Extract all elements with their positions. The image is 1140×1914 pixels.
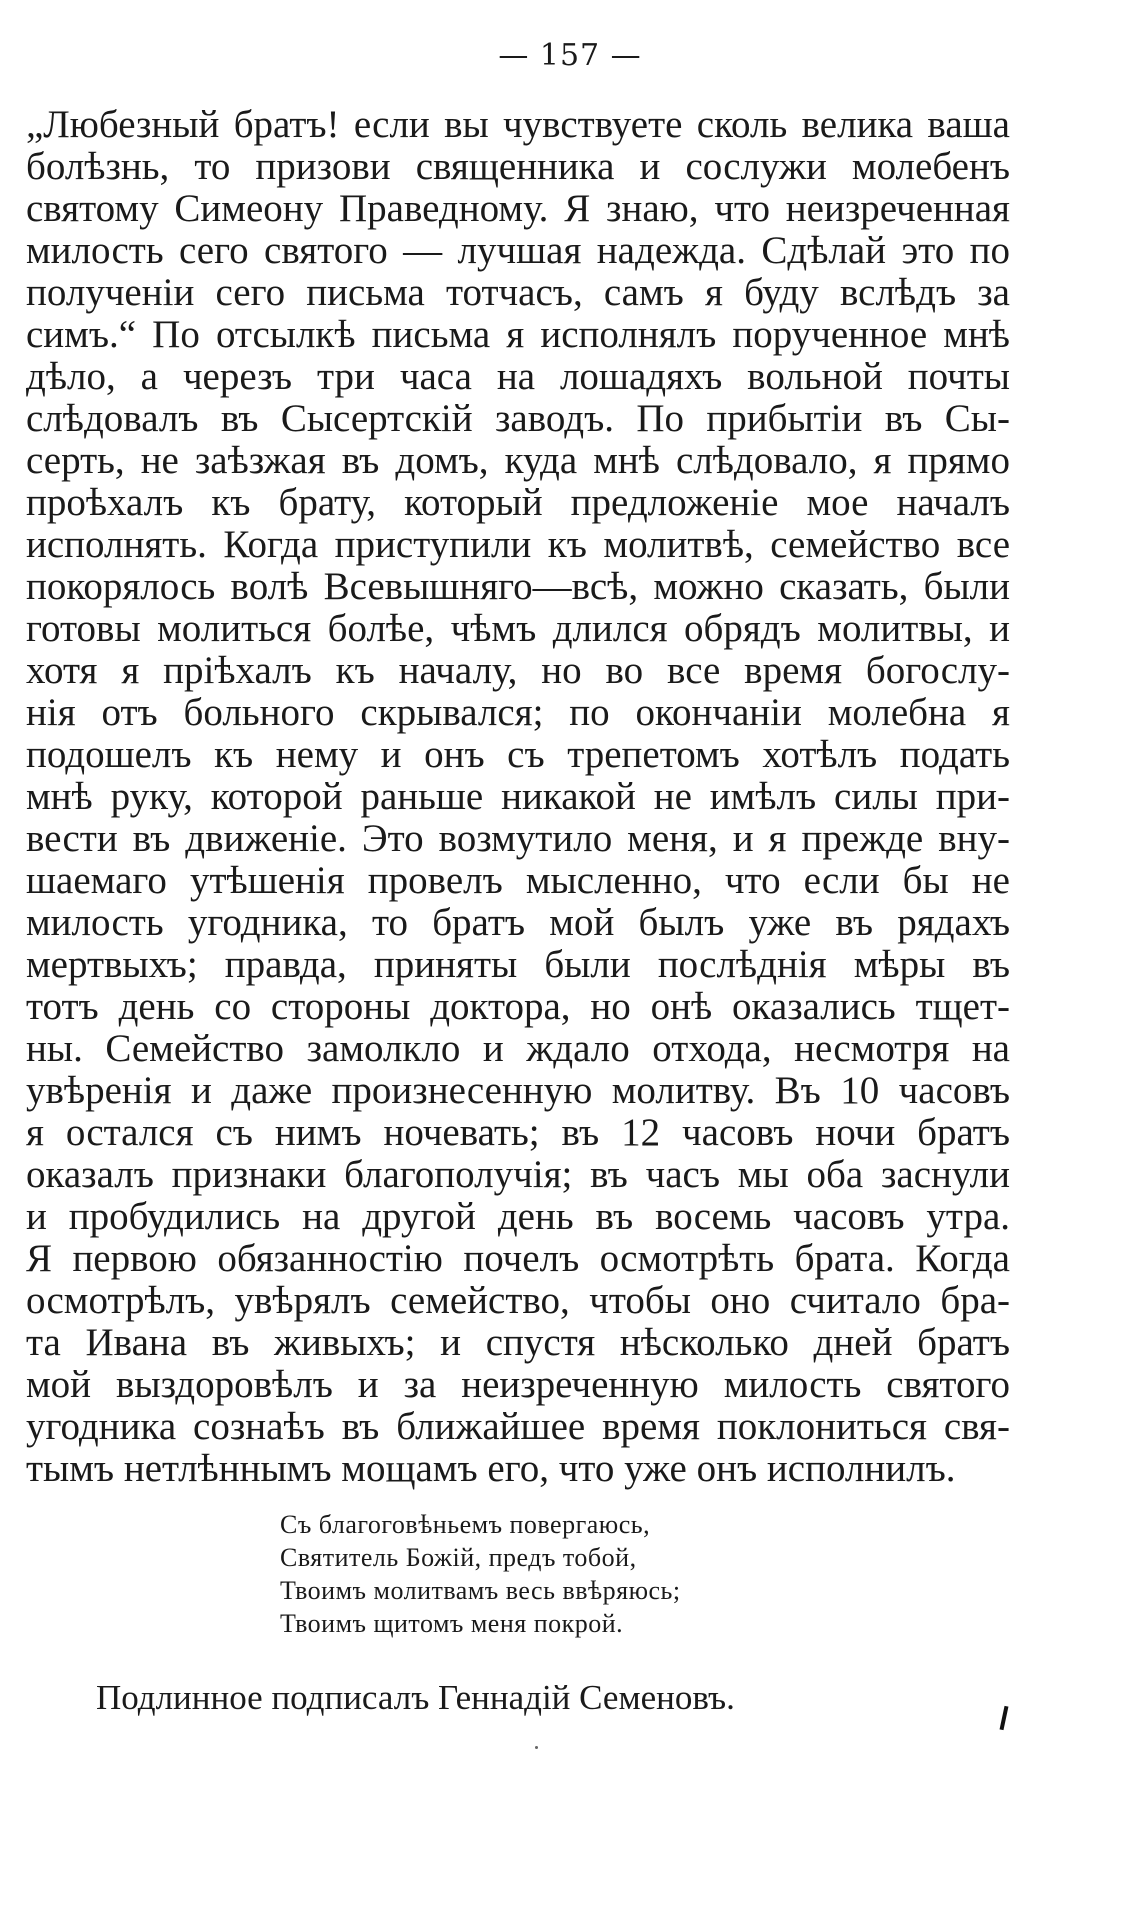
text-line: исполнять. Когда приступили къ молитвѣ, семейство все — [26, 523, 1010, 566]
text-line: готовы молиться болѣе, чѣмъ длился обрядъ молитвы, и — [26, 607, 1010, 650]
text-line: мертвыхъ; правда, приняты были послѣднія мѣры въ — [26, 943, 1010, 986]
margin-mark — [1000, 1706, 1009, 1730]
text-line: нія отъ больного скрывался; по окончаніи молебна я — [26, 691, 1010, 734]
text-line: осмотрѣлъ, увѣрялъ семейство, чтобы оно считало бра- — [26, 1279, 1010, 1322]
text-line: дѣло, а черезъ три часа на лошадяхъ вольной почты — [26, 355, 1010, 398]
text-line: симъ.“ По отсылкѣ письма я исполнялъ порученное мнѣ — [26, 313, 1010, 356]
poem-verse: Съ благоговѣньемъ повергаюсь, — [280, 1510, 651, 1539]
page-number: — 157 — — [498, 38, 642, 73]
text-line: я остался съ нимъ ночевать; въ 12 часовъ ночи братъ — [26, 1111, 1010, 1154]
text-line: та Ивана въ живыхъ; и спустя нѣсколько дней братъ — [26, 1321, 1010, 1364]
text-line: Я первою обязанностію почелъ осмотрѣть брата. Когда — [26, 1237, 1010, 1280]
text-line: вести въ движеніе. Это возмутило меня, и я прежде вну- — [26, 817, 1010, 860]
text-line: болѣзнь, то призови священника и сослужи молебенъ — [26, 145, 1010, 188]
text-line: подошелъ къ нему и онъ съ трепетомъ хотѣлъ подать — [26, 733, 1010, 776]
text-line: оказалъ признаки благополучія; въ часъ мы оба заснули — [26, 1153, 1010, 1196]
signature-line: Подлинное подписалъ Геннадій Семеновъ. — [96, 1678, 735, 1717]
poem-stanza — [280, 1508, 840, 1640]
text-line: милость сего святого — лучшая надежда. Сдѣлай это по — [26, 229, 1010, 272]
text-line: святому Симеону Праведному. Я знаю, что неизреченная — [26, 187, 1010, 230]
text-line: покорялось волѣ Всевышняго—всѣ, можно сказать, были — [26, 565, 1010, 608]
text-line: увѣренія и даже произнесенную молитву. Въ 10 часовъ — [26, 1069, 1010, 1112]
poem-verse: Твоимъ щитомъ меня покрой. — [280, 1609, 624, 1638]
text-line: тымъ нетлѣннымъ мощамъ его, что уже онъ исполнилъ. — [26, 1447, 956, 1490]
text-line: мой выздоровѣлъ и за неизреченную милость святого — [26, 1363, 1010, 1406]
text-line: полученіи сего письма тотчасъ, самъ я буду вслѣдъ за — [26, 271, 1010, 314]
text-line: милость угодника, то братъ мой былъ уже въ рядахъ — [26, 901, 1010, 944]
text-line: шаемаго утѣшенія провелъ мысленно, что если бы не — [26, 859, 1010, 902]
poem-verse: Святитель Божій, предъ тобой, — [280, 1543, 637, 1572]
text-line: „Любезный братъ! если вы чувствуете сколь велика ваша — [26, 103, 1010, 146]
text-line: слѣдовалъ въ Сысертскій заводъ. По прибытіи въ Сы- — [26, 397, 1010, 440]
text-line: проѣхалъ къ брату, который предложеніе мое началъ — [26, 481, 1010, 524]
text-line: тотъ день со стороны доктора, но онѣ оказались тщет- — [26, 985, 1010, 1028]
text-line: мнѣ руку, которой раньше никакой не имѣлъ силы при- — [26, 775, 1010, 818]
text-line: и пробудились на другой день въ восемь часовъ утра. — [26, 1195, 1010, 1238]
text-line: серть, не заѣзжая въ домъ, куда мнѣ слѣдовало, я прямо — [26, 439, 1010, 482]
text-line: угодника сознаѣъ въ ближайшее время поклониться свя- — [26, 1405, 1010, 1448]
stray-dot — [535, 1746, 538, 1749]
main-text — [26, 104, 1010, 1490]
text-line: хотя я пріѣхалъ къ началу, но во все время богослу- — [26, 649, 1010, 692]
text-line: ны. Семейство замолкло и ждало отхода, несмотря на — [26, 1027, 1010, 1070]
poem-verse: Твоимъ молитвамъ весь ввѣряюсь; — [280, 1576, 681, 1605]
